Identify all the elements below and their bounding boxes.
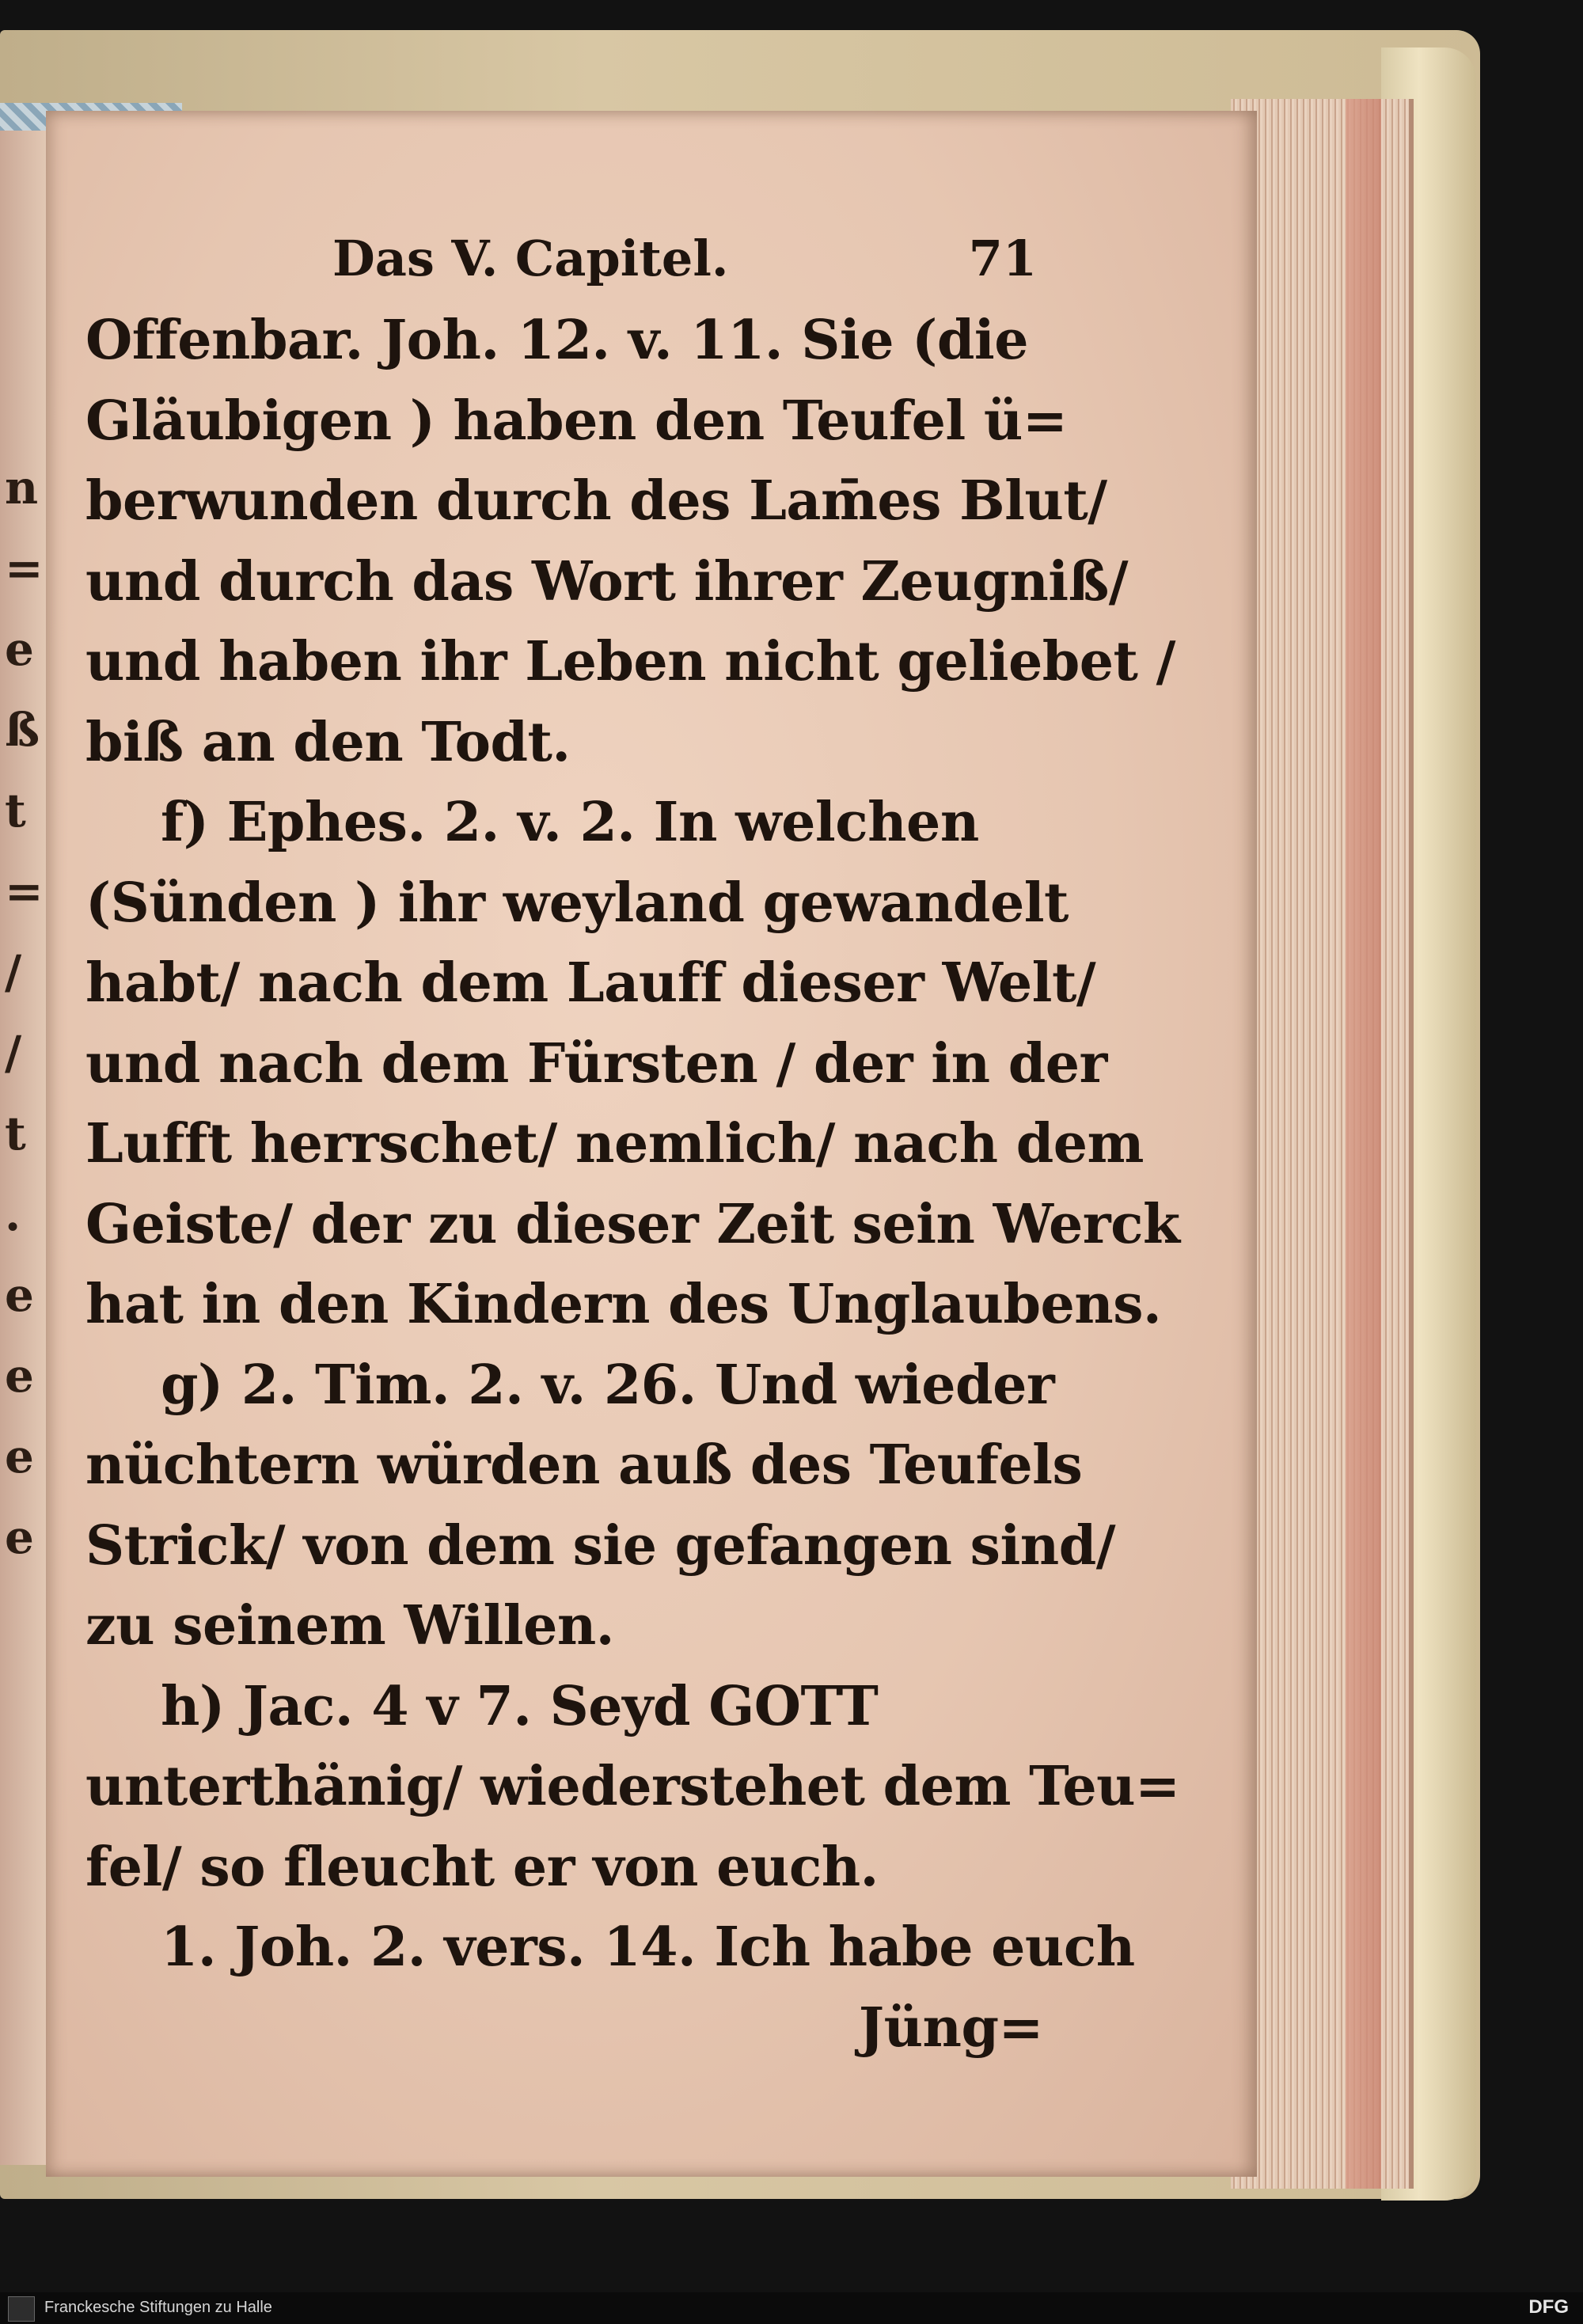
edge-char: n [5, 461, 39, 515]
dfg-logo: DFG [1528, 2296, 1569, 2318]
text-line: Offenbar. Joh. 12. v. 11. Sie (die [85, 309, 1028, 372]
red-edge-staining [1346, 99, 1381, 2189]
text-line: und durch das Wort ihrer Zeugniß/ [85, 549, 1129, 613]
edge-char: = [5, 541, 44, 595]
institution-logo-icon [8, 2296, 35, 2322]
institution-name: Franckesche Stiftungen zu Halle [44, 2299, 272, 2316]
text-line: zu seinem Willen. [85, 1594, 614, 1658]
text-line: 1. Joh. 2. vers. 14. Ich habe euch [161, 1916, 1135, 1979]
viewer-footer [0, 2292, 1583, 2324]
edge-char: e [5, 622, 34, 676]
edge-char: e [5, 1268, 34, 1322]
text-line: h) Jac. 4 v 7. Seyd GOTT [161, 1674, 879, 1738]
text-line: Geiste/ der zu dieser Zeit sein Werck [85, 1192, 1180, 1256]
edge-char: = [5, 864, 44, 918]
text-line: (Sünden ) ihr weyland gewandelt [85, 871, 1069, 935]
text-line: f) Ephes. 2. v. 2. In welchen [161, 791, 979, 854]
text-line: unterthänig/ wiederstehet dem Teu= [85, 1755, 1180, 1818]
left-page-edge [0, 131, 48, 2165]
edge-char: ß [5, 703, 40, 757]
text-line: biß an den Todt. [85, 710, 571, 774]
edge-char: e [5, 1510, 34, 1564]
page-stack-fore-edge [1231, 99, 1414, 2189]
text-line: nüchtern würden auß des Teufels [85, 1434, 1083, 1497]
edge-char: . [5, 1187, 21, 1241]
edge-char: t [5, 1107, 26, 1160]
edge-char: t [5, 784, 26, 837]
text-line: hat in den Kindern des Unglaubens. [85, 1273, 1162, 1336]
text-line: g) 2. Tim. 2. v. 26. Und wieder [161, 1353, 1055, 1417]
edge-char: / [5, 1026, 22, 1080]
chapter-title: Das V. Capitel. [332, 230, 729, 287]
catchword: Jüng= [858, 1996, 1043, 2060]
text-line: und haben ihr Leben nicht geliebet / [85, 630, 1175, 693]
edge-char: / [5, 945, 22, 999]
text-line: und nach dem Fürsten / der in der [85, 1031, 1107, 1096]
text-line: Gläubigen ) haben den Teufel ü= [85, 389, 1068, 453]
text-line: Strick/ von dem sie gefangen sind/ [85, 1513, 1116, 1578]
text-line: berwunden durch des Lam̄es Blut/ [85, 469, 1107, 533]
edge-char: e [5, 1430, 34, 1483]
text-line: Lufft herrschet/ nemlich/ nach dem [85, 1112, 1144, 1175]
body-text [85, 226, 1180, 2068]
left-page-edge-text [5, 447, 44, 1578]
edge-char: e [5, 1349, 34, 1403]
text-line: fel/ so fleucht er von euch. [85, 1835, 879, 1899]
text-line: habt/ nach dem Lauff dieser Welt/ [85, 951, 1096, 1015]
page-number: 71 [968, 230, 1037, 287]
